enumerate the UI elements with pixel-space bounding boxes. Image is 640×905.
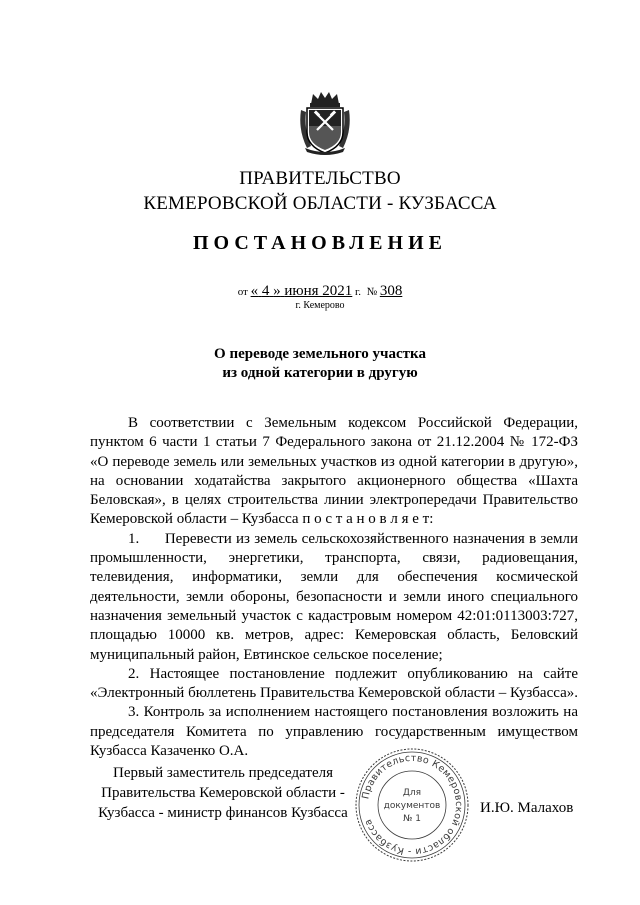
date-month-year: июня 2021 bbox=[284, 283, 353, 299]
quote-close: » bbox=[273, 283, 281, 299]
item-1-paragraph: 1. Перевести из земель сельскохозяйственного назначения в земли промышленности, энергетики, транспорта, связи, радиовещания, телевидения, информатики, земли для обеспечения космической деятельности, земли обороны, безопасности и земли иного специального назначения земельный участок с кадастровым номером 42:01:0113003:727, площадью 10000 кв. метров, адрес: Кемеровская область, Беловский муниципальный район, Евтинское сельское поселение; bbox=[90, 530, 582, 663]
preamble-paragraph: В соответствии с Земельным кодексом Российской Федерации, пунктом 6 части 1 статьи 7 Федерального закона от 21.12.2004 № 172-ФЗ «О переводе земель или земельных участков из одной категории в другую», на основании ходатайства закрытого акционерного общества «Шахта Беловская», в целях строительства линии электропередачи Правительство Кемеровской области – Кузбасса п о с т а н о в л я е т: bbox=[90, 415, 578, 528]
year-suffix: г. bbox=[355, 286, 362, 298]
stamp-center-line2: документов bbox=[383, 801, 441, 811]
position-line1: Первый заместитель председателя bbox=[113, 765, 333, 781]
stamp-center-line1: Для bbox=[402, 788, 422, 798]
subject-line2: из одной категории в другую bbox=[222, 365, 418, 381]
official-stamp bbox=[352, 745, 472, 865]
stamp-ring-text: Правительство Кемеровской области - Кузбасса bbox=[360, 752, 465, 858]
document-body bbox=[90, 414, 582, 761]
city: г. Кемерово bbox=[295, 300, 345, 311]
date-prefix: от bbox=[237, 286, 248, 298]
organization-name-line2: КЕМЕРОВСКОЙ ОБЛАСТИ - КУЗБАССА bbox=[143, 193, 497, 214]
item-2-paragraph: 2. Настоящее постановление подлежит опубликованию на сайте «Электронный бюллетень Правительства Кемеровской области – Кузбасса». bbox=[90, 665, 578, 702]
signatory-name: И.Ю. Малахов bbox=[480, 800, 574, 816]
position-line3: Кузбасса - министр финансов Кузбасса bbox=[98, 805, 348, 821]
signatory-position bbox=[88, 763, 358, 823]
date-day-group bbox=[251, 283, 353, 299]
coat-of-arms-icon bbox=[297, 90, 353, 156]
item-3-paragraph: 3. Контроль за исполнением настоящего постановления возложить на председателя Комитета по управлению государственным имуществом Кузбасса Казаченко О.А. bbox=[90, 704, 578, 760]
position-line2: Правительства Кемеровской области - bbox=[101, 785, 345, 801]
document-type-title: ПОСТАНОВЛЕНИЕ bbox=[193, 232, 447, 254]
date-number-line bbox=[0, 283, 640, 300]
document-number: 308 bbox=[379, 283, 403, 299]
quote-open: « bbox=[250, 283, 259, 299]
organization-name-line1: ПРАВИТЕЛЬСТВО bbox=[239, 168, 401, 189]
stamp-center-line3: № 1 bbox=[403, 814, 421, 824]
number-sign: № bbox=[366, 286, 378, 298]
subject-line1: О переводе земельного участка bbox=[214, 346, 426, 362]
date-day: 4 bbox=[261, 283, 270, 299]
